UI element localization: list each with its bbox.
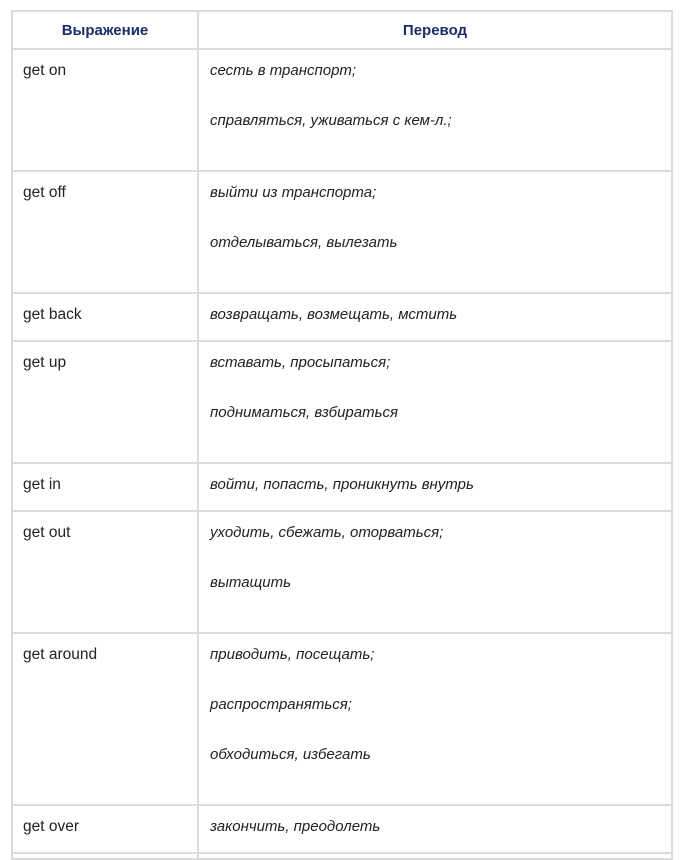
empty-cell — [198, 853, 672, 859]
table-row — [12, 633, 672, 805]
translation-cell — [198, 511, 672, 633]
table-row — [12, 511, 672, 633]
table-row — [12, 49, 672, 171]
expression-cell: get over — [12, 805, 198, 853]
translation-line: вставать, просыпаться; — [210, 354, 391, 371]
translation-cell — [198, 49, 672, 171]
translation-line: вытащить — [210, 574, 292, 591]
translation-line: приводить, посещать; — [210, 646, 375, 663]
header-translation: Перевод — [198, 11, 672, 49]
table-row — [12, 805, 672, 853]
translation-cell — [198, 633, 672, 805]
translation-line: возвращать, возмещать, мстить — [210, 306, 458, 323]
expression-cell: get off — [12, 171, 198, 293]
translation-cell — [198, 293, 672, 341]
translation-line: подниматься, взбираться — [210, 404, 399, 421]
expression-cell: get out — [12, 511, 198, 633]
translation-line: отделываться, вылезать — [210, 234, 398, 251]
translation-line: уходить, сбежать, оторваться; — [210, 524, 444, 541]
translation-cell — [198, 341, 672, 463]
translation-line: войти, попасть, проникнуть внутрь — [210, 476, 474, 493]
table-row — [12, 341, 672, 463]
translation-line: распространяться; — [210, 696, 352, 713]
header-expression: Выражение — [12, 11, 198, 49]
translation-line: сесть в транспорт; — [210, 62, 357, 79]
expression-cell: get back — [12, 293, 198, 341]
empty-cell — [12, 853, 198, 859]
expression-cell: get around — [12, 633, 198, 805]
table-row — [12, 293, 672, 341]
expression-cell: get up — [12, 341, 198, 463]
table-row — [12, 463, 672, 511]
translation-line: выйти из транспорта; — [210, 184, 377, 201]
translation-cell — [198, 463, 672, 511]
translation-line: справляться, уживаться с кем-л.; — [210, 112, 452, 129]
table-header-row — [12, 11, 672, 49]
translation-line: закончить, преодолеть — [210, 818, 381, 835]
phrasal-verbs-table — [11, 10, 673, 860]
translation-cell — [198, 805, 672, 853]
translation-line: обходиться, избегать — [210, 746, 371, 763]
translation-cell — [198, 171, 672, 293]
expression-cell: get in — [12, 463, 198, 511]
table-row-empty — [12, 853, 672, 859]
table-row — [12, 171, 672, 293]
expression-cell: get on — [12, 49, 198, 171]
